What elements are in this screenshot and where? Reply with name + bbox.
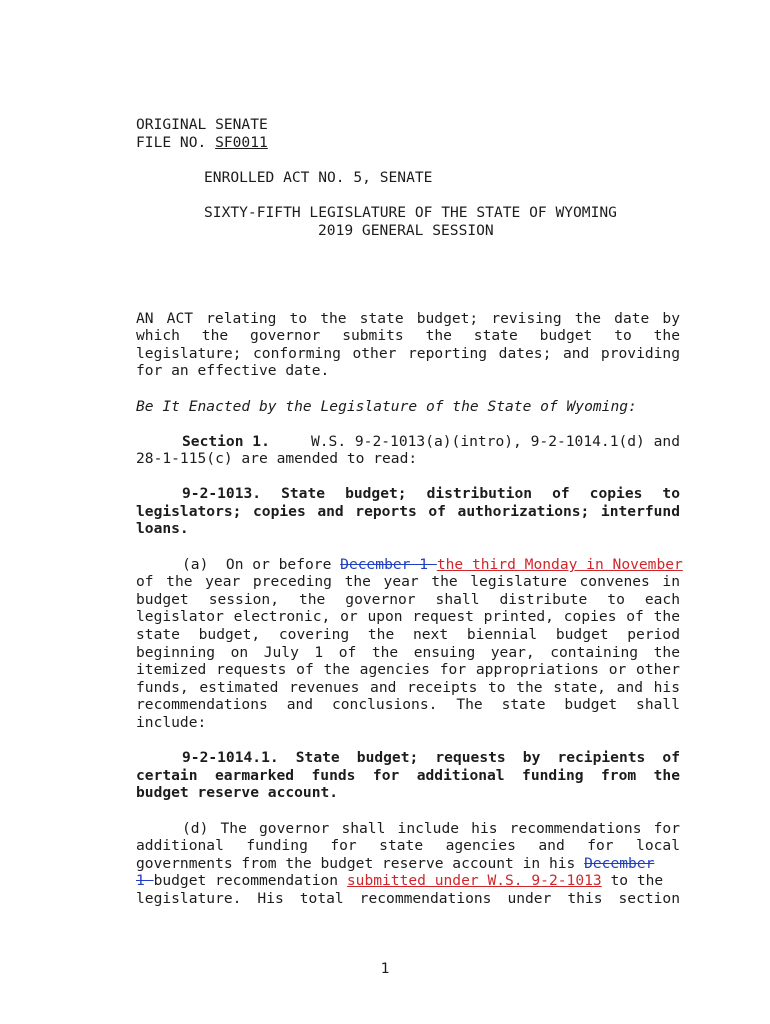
act-title-line-3: legislature; conforming other reporting dates; and providing xyxy=(136,345,680,362)
legislature-line: SIXTY-FIFTH LEGISLATURE OF THE STATE OF WYOMING xyxy=(204,204,617,221)
para-d-line-1: (d) The governor shall include his recommendations for xyxy=(182,820,680,837)
section-heading-1013-line-2: legislators; copies and reports of authorizations; interfund xyxy=(136,503,680,520)
section-1-label: Section 1. xyxy=(182,433,270,450)
session-line: 2019 GENERAL SESSION xyxy=(318,222,494,239)
para-a-line-10: include: xyxy=(136,714,207,731)
section-1-text: W.S. 9-2-1013(a)(intro), 9-2-1014.1(d) and xyxy=(310,433,680,450)
section-heading-1013-line-1: 9-2-1013. State budget; distribution of copies to xyxy=(182,485,680,502)
para-d-line-2: additional funding for state agencies and for local xyxy=(136,837,680,854)
section-heading-1014-line-1: 9-2-1014.1. State budget; requests by recipients of xyxy=(182,749,680,766)
para-a-line-4: legislator electronic, or upon request printed, copies of the xyxy=(136,608,680,625)
para-d-line-3 xyxy=(136,855,680,873)
section-heading-1014-line-2: certain earmarked funds for additional funding from the xyxy=(136,767,680,784)
section-1-line-2: 28-1-115(c) are amended to read: xyxy=(136,450,418,467)
para-a-line-6: beginning on July 1 of the ensuing year, containing the xyxy=(136,644,680,661)
para-d-line-3-text: governments from the budget reserve account in his xyxy=(136,855,585,872)
para-a-line-9: recommendations and conclusions. The state budget shall xyxy=(136,696,680,713)
act-title-line-2: which the governor submits the state budget to the xyxy=(136,327,680,344)
para-a-deleted-text: December 1 xyxy=(340,556,437,573)
header-file-no xyxy=(136,134,680,152)
para-d-inserted-text: submitted under W.S. 9-2-1013 xyxy=(346,872,602,889)
para-a-line-7: itemized requests of the agencies for appropriations or other xyxy=(136,661,680,678)
para-d-line-4-tail: to the xyxy=(601,872,664,889)
header-original-senate: ORIGINAL SENATE xyxy=(136,116,268,133)
para-d-line-4 xyxy=(136,872,680,890)
enacting-clause: Be It Enacted by the Legislature of the State of Wyoming: xyxy=(136,398,637,415)
section-heading-1013-line-3: loans. xyxy=(136,520,189,537)
para-a-line-8: funds, estimated revenues and receipts to the state, and his xyxy=(136,679,680,696)
para-a-lead: (a) On or before xyxy=(182,556,341,573)
file-no-value: SF0011 xyxy=(215,134,268,151)
para-a-line-1 xyxy=(182,556,726,574)
act-title-line-4: for an effective date. xyxy=(136,362,330,379)
para-d-deleted-december: December xyxy=(584,855,655,872)
para-d-deleted-1: 1 xyxy=(136,872,154,889)
para-a-inserted-text: the third Monday in November xyxy=(436,556,683,573)
para-a-line-3: budget session, the governor shall distribute to each xyxy=(136,591,680,608)
para-d-line-5: legislature. His total recommendations under this section xyxy=(136,890,680,907)
para-d-line-4-text: budget recommendation xyxy=(153,872,347,889)
file-no-prefix: FILE NO. xyxy=(136,134,216,151)
section-heading-1014-line-3: budget reserve account. xyxy=(136,784,339,801)
section-1-line-1 xyxy=(182,433,680,451)
act-title-line-1: AN ACT relating to the state budget; revising the date by xyxy=(136,310,680,327)
enrolled-act-line: ENROLLED ACT NO. 5, SENATE xyxy=(204,169,433,186)
para-a-line-2: of the year preceding the year the legislature convenes in xyxy=(136,573,680,590)
page-number: 1 xyxy=(380,960,390,977)
para-a-line-5: state budget, covering the next biennial budget period xyxy=(136,626,680,643)
